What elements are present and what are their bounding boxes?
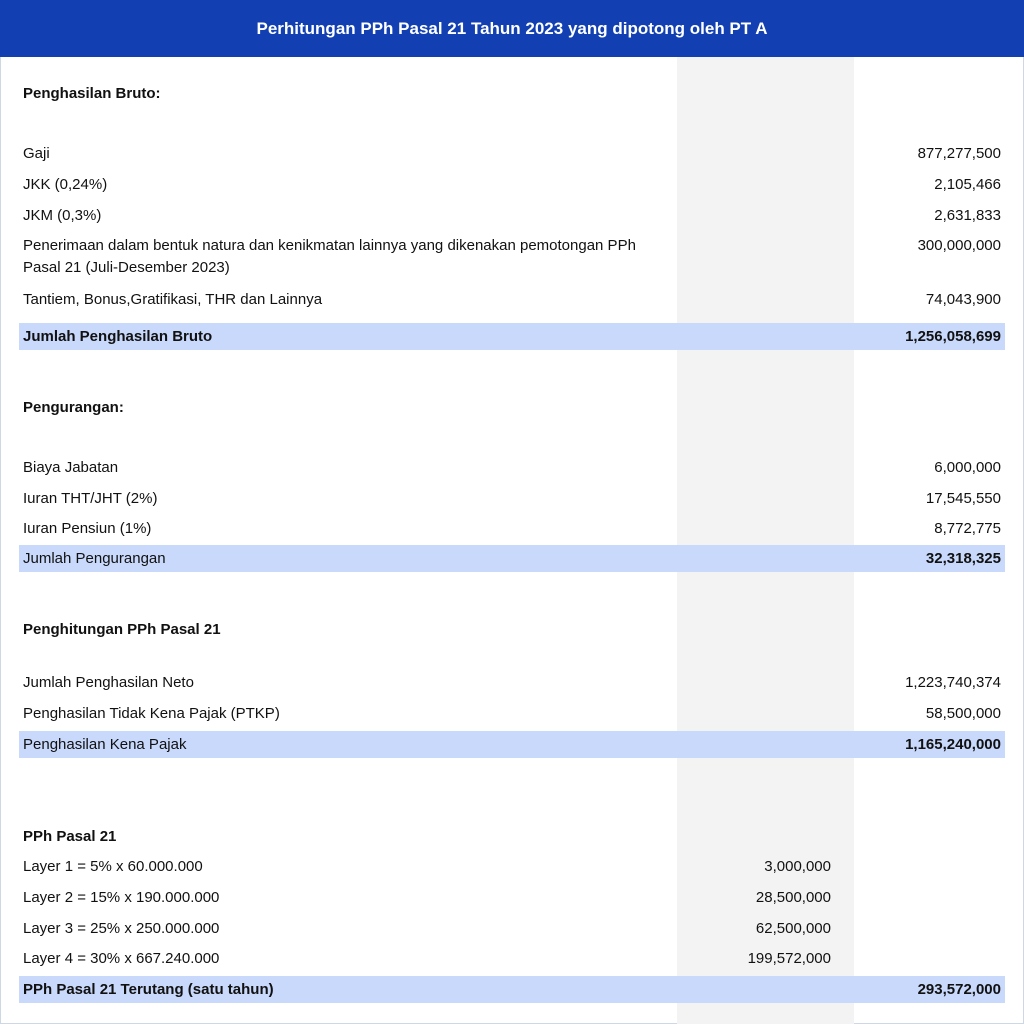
row-subvalue: 62,500,000 [755, 920, 831, 937]
row-label: JKM (0,3%) [23, 207, 102, 224]
page-title [0, 0, 1024, 57]
total-label: Jumlah Pengurangan [23, 550, 166, 567]
total-row-pkp [19, 731, 1005, 758]
row-label: Layer 4 = 30% x 667.240.000 [23, 950, 220, 967]
total-value: 1,256,058,699 [905, 328, 1001, 345]
row-value: 1,223,740,374 [905, 674, 1001, 691]
row-value: 877,277,500 [917, 145, 1001, 162]
total-label: PPh Pasal 21 Terutang (satu tahun) [23, 981, 274, 998]
row-subvalue: 199,572,000 [747, 950, 831, 967]
row-label: Layer 1 = 5% x 60.000.000 [23, 858, 203, 875]
row-subvalue: 3,000,000 [764, 858, 831, 875]
row-label: Jumlah Penghasilan Neto [23, 674, 194, 691]
total-label: Jumlah Penghasilan Bruto [23, 328, 213, 345]
row-subvalue: 28,500,000 [755, 889, 831, 906]
row-value: 2,631,833 [934, 207, 1001, 224]
table-frame [0, 57, 1024, 1024]
row-label: Iuran THT/JHT (2%) [23, 490, 158, 507]
row-label: Tantiem, Bonus,Gratifikasi, THR dan Lainnya [23, 291, 323, 308]
total-value: 1,165,240,000 [905, 736, 1001, 753]
row-label: Iuran Pensiun (1%) [23, 520, 152, 537]
row-label: Penghasilan Tidak Kena Pajak (PTKP) [23, 705, 280, 722]
row-label: Penerimaan dalam bentuk natura dan kenikmatan lainnya yang dikenakan pemotongan PPh Pasal 21 (Juli-Desember 2023) [23, 237, 636, 276]
row-value: 74,043,900 [925, 291, 1001, 308]
row-label: JKK (0,24%) [23, 176, 108, 193]
total-value: 32,318,325 [925, 550, 1001, 567]
row-label: Layer 3 = 25% x 250.000.000 [23, 920, 220, 937]
row-value: 2,105,466 [934, 176, 1001, 193]
row-label: Biaya Jabatan [23, 459, 119, 476]
row-value: 58,500,000 [925, 705, 1001, 722]
subtotal-column-shade [677, 57, 854, 1024]
row-value: 17,545,550 [925, 490, 1001, 507]
row-value: 6,000,000 [934, 459, 1001, 476]
row-label: Gaji [23, 145, 50, 162]
row-value: 300,000,000 [917, 237, 1001, 254]
total-value: 293,572,000 [917, 981, 1001, 998]
total-row-pengurangan [19, 545, 1005, 572]
total-label: Penghasilan Kena Pajak [23, 736, 187, 753]
total-row-bruto [19, 323, 1005, 350]
row-value: 8,772,775 [934, 520, 1001, 537]
title-text: Perhitungan PPh Pasal 21 Tahun 2023 yang dipotong oleh PT A [256, 18, 768, 38]
total-row-pph [19, 976, 1005, 1003]
row-label: Layer 2 = 15% x 190.000.000 [23, 889, 220, 906]
